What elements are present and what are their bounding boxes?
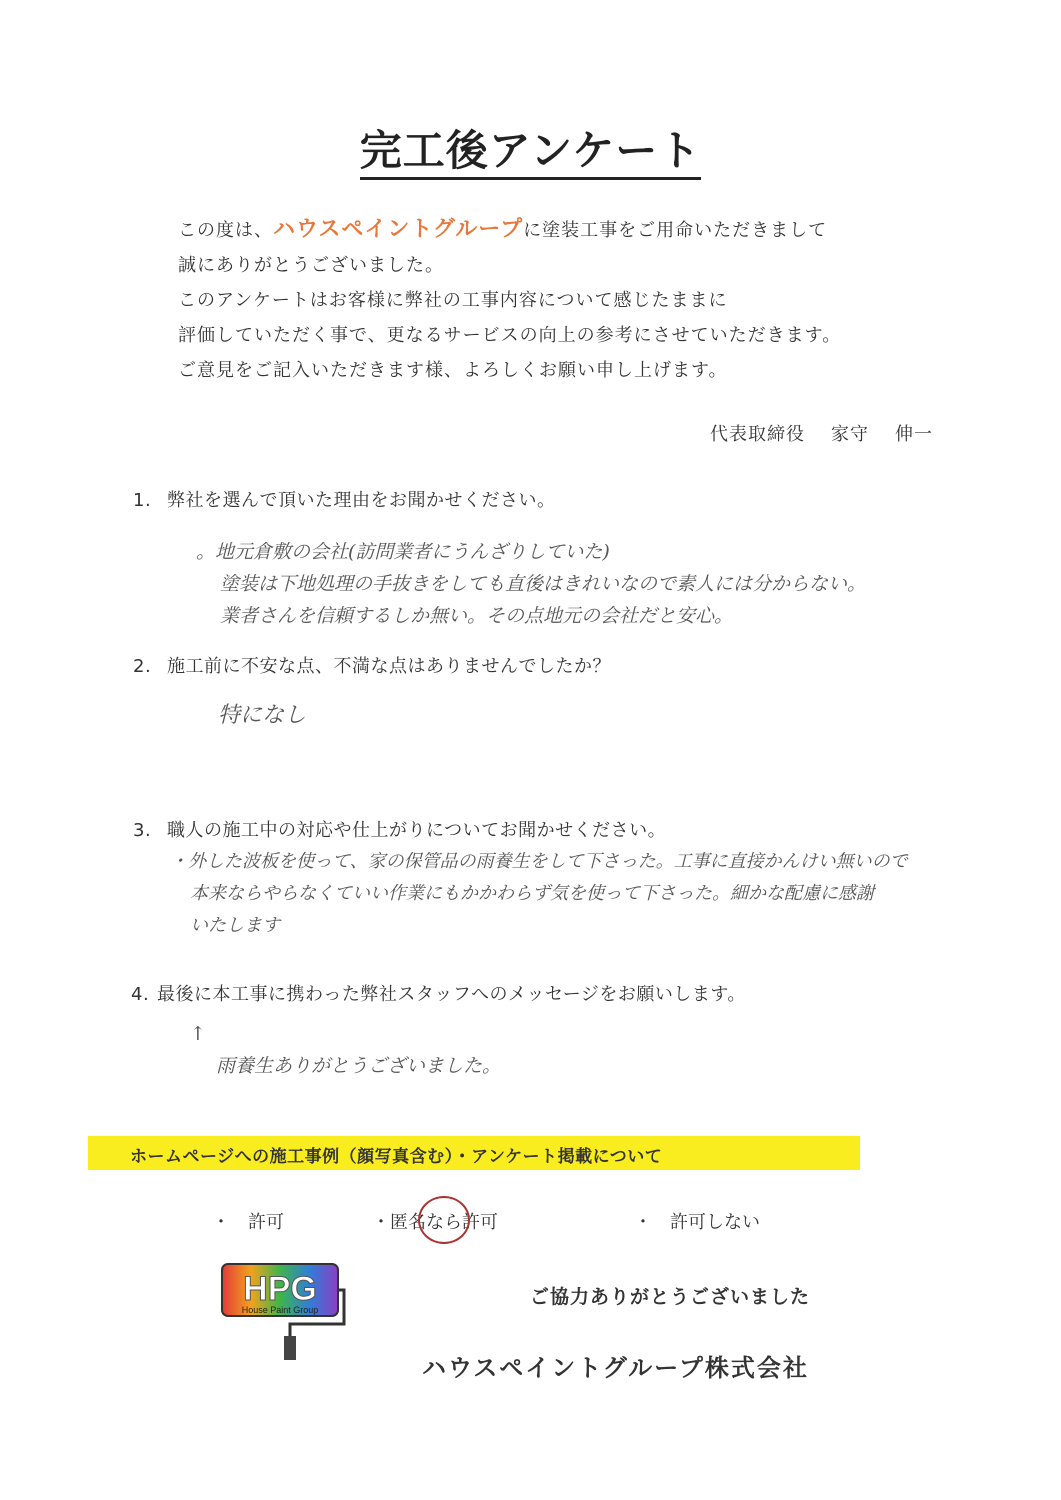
selection-circle-mark [418, 1196, 470, 1244]
svg-text:HPG: HPG [243, 1270, 317, 1308]
option-allow-anonymous[interactable]: ・匿名なら許可 [372, 1212, 498, 1233]
page-title: 完工後アンケート [0, 118, 1061, 178]
option-deny[interactable]: ・ 許可しない [634, 1212, 760, 1233]
arrow-up-icon: ↑ [190, 1023, 206, 1045]
question-4: 4. 最後に本工事に携わった弊社スタッフへのメッセージをお願いします。 [131, 984, 746, 1005]
company-name: ハウスペイントグループ株式会社 [422, 1354, 809, 1382]
hpg-logo [220, 1262, 348, 1362]
question-1: 1. 弊社を選んで頂いた理由をお聞かせください。 [133, 490, 556, 511]
ceo-signature: 代表取締役 家守 伸一 [710, 424, 933, 445]
svg-text:House Paint Group: House Paint Group [241, 1305, 319, 1315]
intro-line-4: 評価していただく事で、更なるサービスの向上の参考にさせていただきます。 [178, 325, 842, 346]
consent-banner: ホームページへの施工事例（顔写真含む）・アンケート掲載について [88, 1136, 860, 1170]
intro-line-2: 誠にありがとうございました。 [178, 255, 444, 276]
answer-3: ・外した波板を使って、家の保管品の雨養生をして下さった。工事に直接かんけい無いので 本来ならやらなくていい作業にもかかわらず気を使って下さった。細かな配慮に感謝 いたします [170, 851, 908, 936]
thanks-message: ご協力ありがとうございました [530, 1286, 811, 1308]
question-2: 2. 施工前に不安な点、不満な点はありませんでしたか？ [133, 656, 611, 677]
brand-name: ハウスペイントグループ [273, 217, 524, 242]
answer-2: 特になし [218, 703, 307, 728]
intro-line-5: ご意見をご記入いただきます様、よろしくお願い申し上げます。 [178, 360, 728, 381]
answer-1: 。地元倉敷の会社(訪問業者にうんざりしていた) 塗装は下地処理の手抜きをしても直後はきれいなので素人には分からない。 業者さんを信頼するしか無い。その点地元の会社だと安心。 [196, 541, 867, 627]
answer-4: ↑ 雨養生ありがとうございました。 [190, 1018, 501, 1082]
intro-line-1: この度は、ハウスペイントグループに塗装工事をご用命いただきまして [178, 217, 828, 242]
intro-text [178, 212, 841, 388]
question-3: 3. 職人の施工中の対応や仕上がりについてお聞かせください。 [133, 820, 667, 841]
option-allow[interactable]: ・ 許可 [212, 1212, 284, 1233]
intro-line-3: このアンケートはお客様に弊社の工事内容について感じたままに [178, 290, 728, 311]
